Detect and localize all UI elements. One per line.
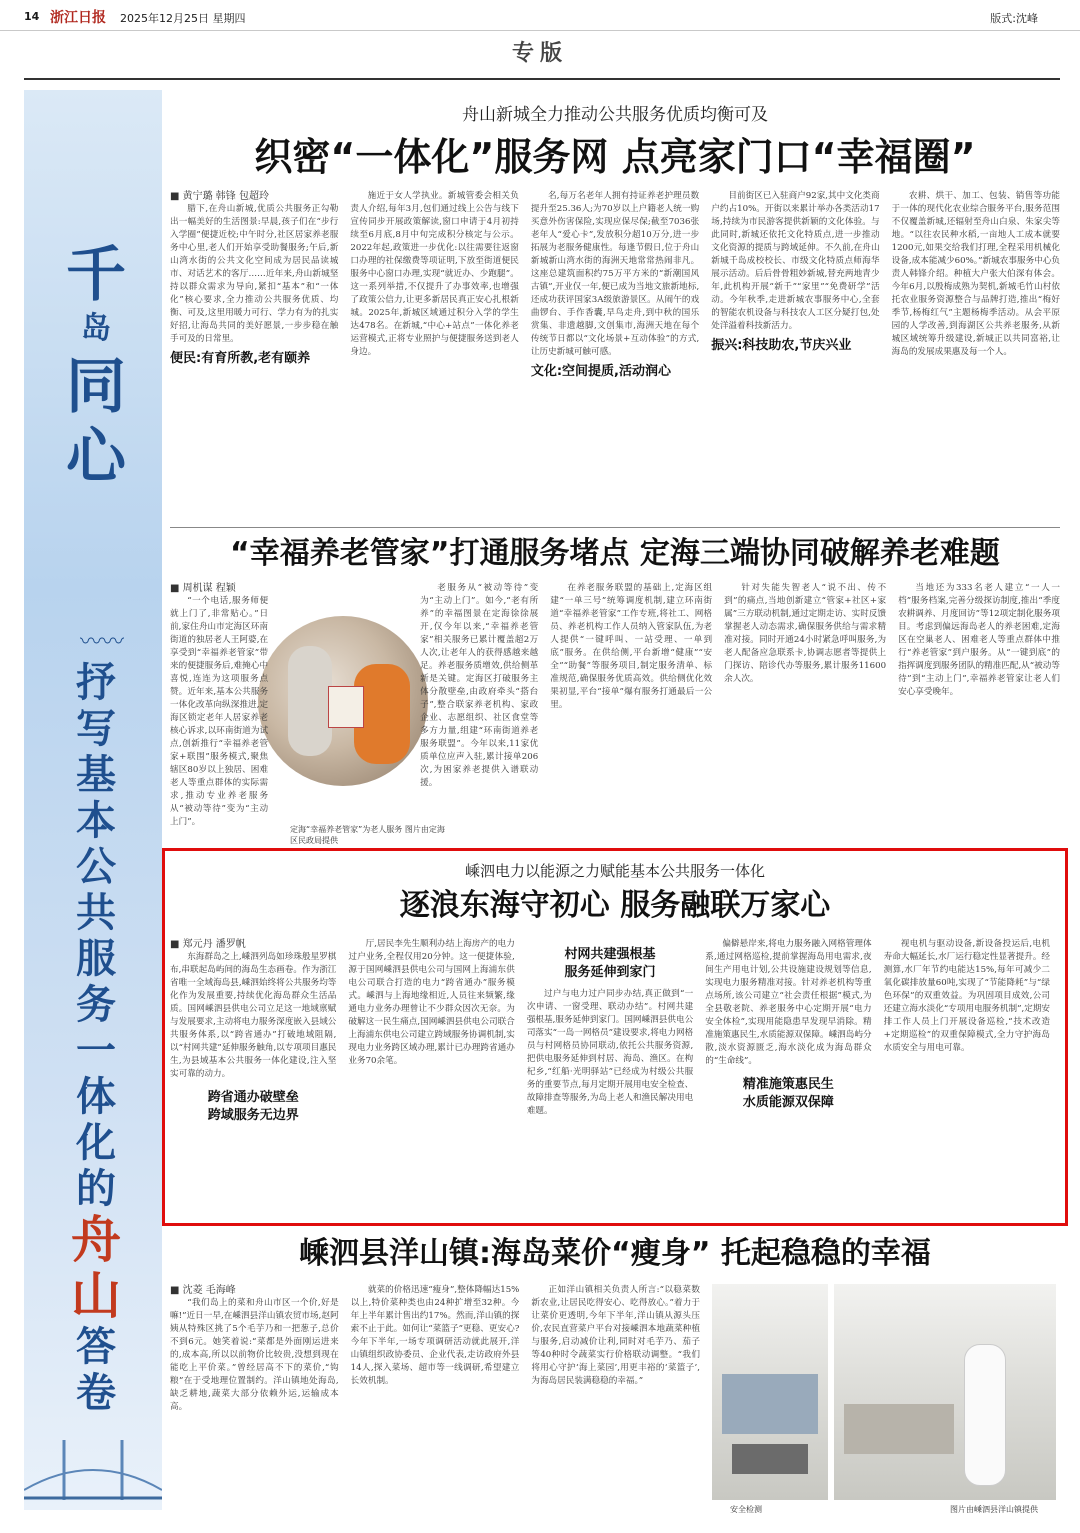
article-3-headline: 逐浪东海守初心 服务融联万家心 <box>399 888 831 923</box>
article-1 <box>170 92 1060 522</box>
article-1-byline: ■ 黄宁璐 韩锋 包超玲 <box>170 191 269 202</box>
page-number: 14 <box>24 10 40 23</box>
article-1-subhead: 振兴:科技助农,节庆兴业 <box>711 338 852 353</box>
slogan-char: 共 <box>76 890 116 936</box>
slogan-char: 抒 <box>76 660 116 706</box>
slogan-char: 本 <box>76 798 116 844</box>
article-3-text: 厅,居民李先生顺利办结上海房产的电力过户业务,全程仅用20分钟。这一便捷体验,源于国网嵊泗县供电公司与国网上海浦东供电公司联合打造的电力“跨省通办”服务模式。嵊泗与上海地缘相近,人员往来频繁,缘通电力业务办理曾让不少群众因次无奈。为破解这一民生痛点,国网嵊泗县供电公司联合上海浦东供电公司建立跨域服务协调机制,实现电力业务跨区域办理,累计已办理跨省通办业务70余笔。 <box>348 939 515 1066</box>
banner-calligraphy <box>46 240 146 492</box>
slogan-char: 基 <box>76 752 116 798</box>
article-2-headline: “幸福养老管家”打通服务堵点 定海三端协同破解养老难题 <box>230 536 1000 571</box>
article-3-subhead: 精准施策惠民生 水质能源双保障 <box>742 1077 834 1110</box>
calli-char-1: 千 <box>66 240 126 310</box>
article-3-column <box>527 938 693 1218</box>
slogan-char: 的 <box>76 1166 116 1212</box>
article-2-byline: ■ 周机谋 程颖 <box>170 583 236 594</box>
article-3-byline: ■ 郑元丹 潘罗帆 <box>170 939 246 950</box>
article-3-column <box>348 938 514 1218</box>
article-4-headline: 嵊泗县洋山镇:海岛菜价“瘦身” 托起稳稳的幸福 <box>299 1236 931 1271</box>
article-1-text: 腊下,在舟山新城,优质公共服务正勾勒出一幅美好的生活图景:早晨,孩子们在“步行入学圈”便捷近校;中午时分,社区居家养老服务中心里,老人们开始享受助餐服务;午后,新山湾水街的公共文化空间成为居民品读城市、对话艺术的客厅……近年来,舟山新城坚持以群众需求为导向,紧扣“基本”和“一体化”核心要求,全力推动公共服务优质、均衡、可及,这里用暖力可行、学力有为的扎实好招,让海岛共同的美好愿景,一步步稳在触手可及的日常里。 <box>170 204 339 344</box>
calli-char-4: 心 <box>66 422 126 492</box>
banner-slogan <box>56 660 136 1416</box>
article-2-column <box>898 582 1060 844</box>
article-3-subhead: 村网共建强根基 服务延伸到家门 <box>564 947 656 980</box>
edition-label: 版式:沈峰 <box>990 12 1038 25</box>
slogan-char: 一 <box>76 1028 116 1074</box>
slogan-char: 务 <box>76 982 116 1028</box>
article-1-column <box>531 190 699 520</box>
article-3-columns <box>170 938 1050 1218</box>
article-1-column <box>711 190 879 520</box>
left-banner <box>24 90 162 1510</box>
article-3-kicker: 嵊泗电力以能源之力赋能基本公共服务一体化 <box>464 862 765 880</box>
article-4-byline: ■ 沈菱 毛海峰 <box>170 1285 236 1296</box>
slogan-char: 化 <box>76 1120 116 1166</box>
article-1-text: 农耕、烘干、加工、包装、销售等功能于一体的现代化农业综合服务平台,服务范围不仅覆盖新城,还辐射至舟山白泉、朱家尖等地。“以往农民种水稻,一亩地人工成本就要1200元,如果交给我们打理,全程采用机械化设备,成本能减少60%。”新城农事服务中心负责人韩锋介绍。种植大户张大伯深有体会。今年6月,以殷梅成熟为契机,新城毛竹山村依托农业服务资源整合与品牌打造,推出“梅好季节,杨梅红气”主题杨梅季活动。从会平原园的人学改善,到海湖区公共养老服务,从新城区域统筹升级建设,新城正以共同富裕,让海岛的发展成果惠及每一个人。 <box>891 191 1061 357</box>
article-3 <box>170 860 1060 1220</box>
article-3-column <box>705 938 871 1218</box>
article-4-column <box>351 1284 520 1516</box>
article-4-text: 正如洋山镇相关负责人所言:“以稳菜数新农业,让居民吃得安心、吃得放心。”着力于让菜价更透明,今年下半年,洋山镇从源头压价,农民直营菜户平台对接嵊泗本地蔬菜种植与服务,启动减价让利,同时对毛芋乃、茄子等40种时令蔬菜实行价格联动调整。“我们将用心守护‘海上菜园’,用更丰裕的‘菜篮子’,为海岛居民装满稳稳的幸福。” <box>531 1285 701 1386</box>
issue-date: 2025年12月25日 星期四 <box>120 12 246 25</box>
slogan-highlight-char: 舟 <box>71 1211 121 1269</box>
article-1-text: 名,每万名老年人拥有持证养老护理员数提升至25.36人;为70岁以上户籍老人统一购买意外伤害保险,实现应保尽保;截至7036张老年人“爱心卡”,发放积分超10万分,进一步拓展为老服务健康性。每逢节假日,位于舟山新城新山湾水街的海洲天地常常热闹非凡。这座总建筑面积约75万平方米的“新潮国风古镇”,开业仅一年,便已成为当地文旅新地标,还成功获评国家3A级旅游景区。从闹午的戏曲锣台、手作香囊,早鸟走舟,到中秋的国乐赏集、非遗越脚,文创集市,海洲天地在每个传统节日都以“文化场景+互动体验”的方式,让历史新城可触可感。 <box>530 191 700 357</box>
article-2-column <box>360 582 538 844</box>
article-1-subhead: 文化:空间提质,活动润心 <box>530 364 671 379</box>
article-1-text: 施近于女人学执业。新城管委会相关负责人介绍,每年3月,包们通过线上公告与线下宣传同步开展政策解读,窗口申请于4月初持续至6月底,8月中旬完成积分核定与公示。2022年起,政策进一步优化:以往需要往返窗口办理的社保缴费等项证明,下放至街道便民服务中心窗口办理,实现“就近办、少跑腿”。这一系列举措,不仅提升了办事效率,也增强了政策公信力,让更多新居民真正安心扎根新城。2025年,新城区域通过积分入学的学生达478名。在新城,“中心+站点”一体化养老运营模式,正将专业照护与便捷服务送到老人身边。 <box>350 191 519 357</box>
calli-char-3: 同 <box>66 352 126 422</box>
slogan-char: 公 <box>76 844 116 890</box>
article-2-columns <box>170 582 1060 844</box>
article-2-text: 在养老服务联盟的基础上,定海区组建“一单三号”统筹调度机制,建立环南街道“幸福养老管家”工作专班,将社工、网格员、养老机构工作人员纳入管家队伍,为老人提供“一键呼叫、一站受理、一单到底”服务。在供给侧,平台新增“健康”“安全”“助餐”等服务项目,制定服务清单、标准规范,确保服务优质高效。供给侧优化效果初显,平台“接单”爆有服务打通最后一公里。 <box>550 583 713 710</box>
article-1-column <box>350 190 518 520</box>
article-3-text: 过户与电力过户同步办结,真正做到“一次申请、一窗受理、联动办结”。村网共建强根基,服务延伸到家门。国网嵊泗县供电公司落实“一岛一网格员”建设要求,将电力网格员与村网格员协同联动,依托公共服务资源,把供电服务延伸到村居、海岛、渔区。在枸杞乡,“红船·光明驿站”已经成为村级公共服务的重要节点,每月定期开展用电安全检查、故障排查等服务,为岛上老人和渔民解决用电难题。 <box>526 989 694 1116</box>
article-1-kicker: 舟山新城全力推动公共服务优质均衡可及 <box>462 105 768 125</box>
slogan-char: 答 <box>76 1324 116 1370</box>
article-4 <box>170 1232 1060 1522</box>
photo-caption: 定海“幸福养老管家”为老人服务 图片由定海区民政局提供 <box>290 825 445 845</box>
article-1-subhead: 便民:有育所教,老有颐养 <box>170 351 311 366</box>
section-title: 专版 <box>511 40 568 66</box>
article-4-text: 就菜的价格迅速“瘦身”,整体降幅达15%以上,特价菜种类也由24种扩增至32种。今年上半年累计售出约17%。然而,洋山镇的探索不止于此。如何让“菜篮子”更稳、更安心?今年下半年,一场专项调研活动就此展开,洋山镇组织政协委员、企业代表,走访政府外县14人,探入菜场、超市等一线调研,希望建立长效机制。 <box>350 1285 520 1386</box>
bridge-illustration-icon <box>24 1430 162 1510</box>
article-4-text: “我们岛上的菜和舟山市区一个价,好是嘛!”近日一早,在嵊泗县洋山镇农贸市场,赵阿姨从特殊区挑了5个毛芋乃和一把葱子,总价不到6元。她笑着说:“菜都是外面刚运进来的,成本高,所以以前物价比较贵,没想到现在能吃上平价菜。”曾经居高不下的菜价,“钩粮”在于受地理位置制约。洋山镇地处海岛,缺乏耕地,蔬菜大部分依赖外运,运输成本高。 <box>170 1298 339 1412</box>
article-1-headline: 织密“一体化”服务网 点亮家门口“幸福圈” <box>254 135 976 179</box>
slogan-char: 写 <box>76 706 116 752</box>
article-2-text: 针对失能失智老人“说不出、传不到”的痛点,当地创新建立“管家+社区+家属”三方联动机制,通过定期走访、实时反馈掌握老人动态需求,确保服务供给与需求精准对接。同时开通24小时紧急呼叫服务,为老人配备应急联系卡,协调志愿者等提供上门探访、陪诊代办等服务,累计服务11600余人次。 <box>724 583 887 684</box>
article-2-text: 老服务从“被动等待”变为“主动上门”。如今,“老有所养”的幸福图景在定海徐徐展开,仅今年以来,“幸福养老管家”相关服务已累计覆盖超2万人次,让老年人的获得感越来越足。养老服务质增效,供给侧革新是关键。定海区打破服务主体分散壁垒,由政府牵头“搭台子”,整合联家养老机构、家政企业、志愿组织、社区食堂等多方力量,组建“环南街道养老服务联盟”。今年以来,11家优质单位应声入驻,累计接单206次,为困家养老提供入谱联动援。 <box>420 583 539 788</box>
safety-test-photo-small <box>712 1284 828 1500</box>
section-rule <box>24 78 1060 80</box>
page-header <box>0 0 1080 31</box>
article-2-column <box>550 582 712 844</box>
safety-test-photo-large <box>834 1284 1056 1500</box>
article-3-subhead: 跨省通办破壁垒 跨域服务无边界 <box>207 1090 299 1123</box>
article-2 <box>170 532 1060 844</box>
article-2-column <box>724 582 886 844</box>
article-4-column <box>170 1284 339 1516</box>
slogan-highlight-char: 山 <box>71 1267 121 1325</box>
article-1-columns <box>170 190 1060 520</box>
slogan-char: 卷 <box>76 1370 116 1416</box>
birds-icon: 〰︎〰︎ <box>80 630 125 655</box>
photo-caption-left: 安全检测 <box>730 1505 762 1514</box>
article-1-column <box>892 190 1060 520</box>
photo-caption-right: 图片由嵊泗县洋山镇提供 <box>950 1505 1038 1514</box>
article-3-text: 偏僻悬岸来,将电力服务融入网格管理体系,通过网格巡检,提前掌握海岛用电需求,夜间生产用电计划,公共设施建设规划等信息,实现电力服务精准对接。针对养老机构等重点场所,该公司建立“社会责任根据”模式,为全县敬老院、养老服务中心定期开展“电力安全体检”,实现用能隐患早发现早消除。精准施策惠民生,水质能源双保障。嵊泗岛屿分散,淡水资源匮乏,海水淡化成为海岛群众的“生命线”。 <box>705 939 872 1066</box>
calli-char-2: 岛 <box>81 311 111 346</box>
article-2-text: “一个电话,服务师便就上门了,非常贴心。”日前,家住舟山市定海区环南街道的独居老人王阿婆,在享受到“幸福养老管家”带来的便捷服务后,难掩心中喜悦,连连为这项服务点赞。近年来,基本公共服务一体化改革向纵深推进,定海区锁定老年人居家养老核心诉求,以环南街道为试点,创新推行“幸福养老管家+联围”服务模式,聚焦辖区80岁以上独居、困难老人等重点群体的实际需求,推动专业养老服务从“被动等待”变为“主动上门”。 <box>170 596 269 827</box>
divider <box>170 527 1060 528</box>
article-1-column <box>170 190 338 520</box>
article-3-text: 东海群岛之上,嵊泗列岛如珍珠般星罗棋布,串联起岛屿间的海岛生态画卷。作为浙江省唯一全域海岛县,嵊泗始终将公共服务均等化作为发展重要,持续优化海岛群众生活品质。国网嵊泗县供电公司立足这一地域禀赋与发展要求,主动将电力服务深度嵌入县域公共服务体系,以“跨省通办”打破地域阻隔,以“村网共建”延伸服务触角,以专项项目惠民生,为县域基本公共服务一体化建设,注入坚实可靠的动力。 <box>170 952 337 1079</box>
slogan-char: 体 <box>76 1074 116 1120</box>
article-2-column <box>170 582 348 844</box>
article-3-column <box>170 938 336 1218</box>
article-1-text: 目前街区已入驻商户92家,其中文化类商户约占10%。开街以来累计举办各类活动17场,持续为市民游客提供新颖的文化体验。与此同时,新城还依托文化特质点,进一步推动文化资源的提质与跨域延伸。不久前,在舟山新城千岛成校校长、市级文化特质点师海华展示活动。后后骨骨粗妙新城,替充两地青少年,此机构开展“新千”“家里”“免费研学”活动。今年秋季,走进新城农事服务中心,全套的智能农机设备与科技农人工区分疑打包,处处洋溢着科技新活力。 <box>711 191 880 331</box>
article-3-text: 视电机与驱动设备,新设备投运后,电机寿命大幅延长,水厂运行稳定性显著提升。经测算,水厂年节约电能达15%,每年可减少二氧化碳排放量60吨,实现了“节能降耗”与“绿色环保”的双重效益。为巩固项目成效,公司还建立海水淡化“专项用电服务机制”,定期安排工作人员上门开展设备巡检,“技术改造+定期巡检”的双重保障模式,全力守护海岛水质安全与用电可靠。 <box>883 939 1051 1053</box>
article-4-column <box>531 1284 700 1516</box>
article-3-column <box>884 938 1050 1218</box>
paper-name: 浙江日报 <box>50 10 106 26</box>
article-2-text: 当地还为333名老人建立“一人一档”服务档案,完善分级探访制度,推出“季度农耕调养、月度回访”等12项定制化服务项目。考虑到偏远海岛老人的养老困难,定海区在空巢老人、困难老人等重点群体中推行“养老管家”到户服务。从“一键到底”的指挥调度到服务团队的精准匹配,从“被动等待”到“主动上门”,幸福养老管家让老人们安心享受晚年。 <box>898 583 1060 697</box>
article-4-columns <box>170 1284 700 1516</box>
slogan-char: 服 <box>76 936 116 982</box>
